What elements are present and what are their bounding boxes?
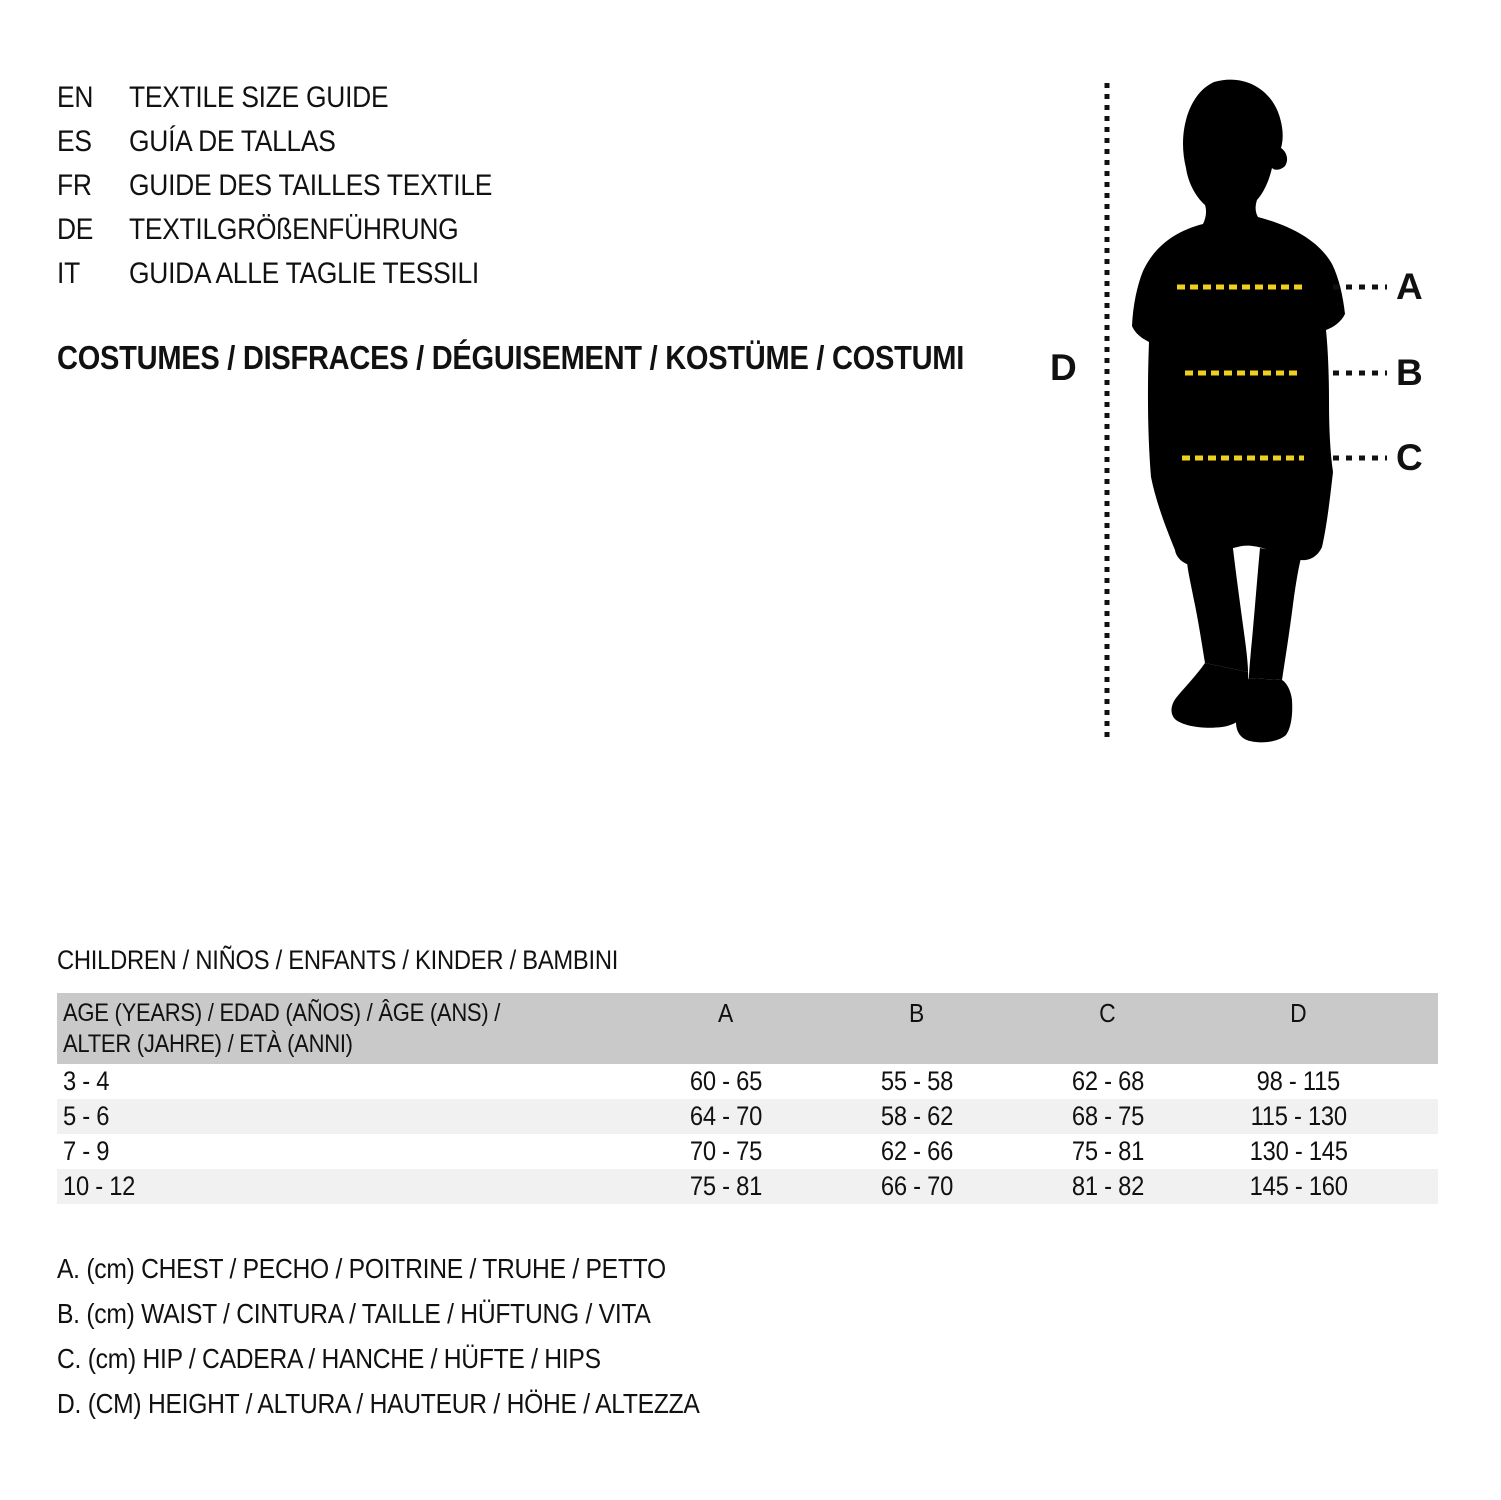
height-cell: 130 - 145 (1249, 1136, 1348, 1166)
table-section-title (57, 944, 695, 976)
language-row (57, 76, 542, 120)
label-chest-a: A (1396, 266, 1423, 307)
legend-hip: C. (cm) HIP / CADERA / HANCHE / HÜFTE / HIPS (57, 1343, 601, 1374)
age-column-header (57, 993, 630, 1064)
hip-cell: 62 - 68 (1071, 1066, 1144, 1096)
language-code: ES (57, 125, 92, 158)
age-header-line2: ALTER (JAHRE) / ETÀ (ANNI) (63, 1030, 353, 1058)
label-height-d: D (1050, 347, 1077, 388)
table-row (57, 1169, 1438, 1204)
height-cell: 145 - 160 (1249, 1171, 1348, 1201)
guide-title: GUÍA DE TALLAS (129, 125, 336, 158)
child-silhouette-icon (1040, 55, 1470, 755)
guide-title: GUIDA ALLE TAGLIE TESSILI (129, 257, 479, 290)
column-header-a: A (717, 998, 733, 1028)
table-row (57, 1134, 1438, 1169)
language-code: IT (57, 257, 80, 290)
language-code: FR (57, 169, 92, 202)
language-code: EN (57, 81, 94, 114)
age-cell: 5 - 6 (63, 1101, 110, 1131)
guide-title: GUIDE DES TAILLES TEXTILE (129, 169, 493, 202)
table-row (57, 1099, 1438, 1134)
category-line-text: COSTUMES / DISFRACES / DÉGUISEMENT / KOSTÜME / COSTUMI (57, 339, 965, 376)
legend-waist: B. (cm) WAIST / CINTURA / TAILLE / HÜFTUNG / VITA (57, 1298, 651, 1329)
waist-cell: 62 - 66 (880, 1136, 953, 1166)
language-row (57, 120, 542, 164)
legend-height: D. (CM) HEIGHT / ALTURA / HAUTEUR / HÖHE / ALTEZZA (57, 1388, 700, 1419)
table-header-row (57, 993, 1438, 1064)
language-code: DE (57, 213, 94, 246)
chest-cell: 75 - 81 (689, 1171, 762, 1201)
label-hip-c: C (1396, 437, 1423, 478)
hip-cell: 68 - 75 (1071, 1101, 1144, 1131)
age-cell: 10 - 12 (63, 1171, 136, 1201)
guide-title: TEXTILGRÖßENFÜHRUNG (129, 213, 459, 246)
height-cell: 98 - 115 (1256, 1066, 1341, 1096)
waist-cell: 66 - 70 (880, 1171, 953, 1201)
table-section-title-text: CHILDREN / NIÑOS / ENFANTS / KINDER / BAMBINI (57, 945, 619, 975)
height-cell: 115 - 130 (1250, 1101, 1347, 1131)
children-size-table (57, 993, 1438, 1204)
column-header-b: B (908, 998, 924, 1028)
age-cell: 7 - 9 (63, 1136, 110, 1166)
child-silhouette (1132, 80, 1345, 743)
age-header-line1: AGE (YEARS) / EDAD (AÑOS) / ÂGE (ANS) / (63, 999, 501, 1027)
table-row (57, 1064, 1438, 1099)
language-row (57, 252, 542, 296)
guide-title: TEXTILE SIZE GUIDE (129, 81, 389, 114)
chest-cell: 64 - 70 (689, 1101, 762, 1131)
hip-cell: 81 - 82 (1071, 1171, 1144, 1201)
language-row (57, 164, 542, 208)
waist-cell: 55 - 58 (880, 1066, 953, 1096)
column-header-c: C (1099, 998, 1116, 1028)
language-row (57, 208, 542, 252)
hip-cell: 75 - 81 (1071, 1136, 1144, 1166)
chest-cell: 70 - 75 (689, 1136, 762, 1166)
language-title-list (57, 76, 542, 296)
waist-cell: 58 - 62 (880, 1101, 953, 1131)
measurement-legend (57, 1246, 787, 1426)
header-spacer (1394, 993, 1438, 1064)
chest-cell: 60 - 65 (689, 1066, 762, 1096)
legend-chest: A. (cm) CHEST / PECHO / POITRINE / TRUHE / PETTO (57, 1253, 666, 1284)
category-line (57, 336, 1088, 380)
measurement-figure (1040, 55, 1470, 755)
column-header-d: D (1290, 998, 1307, 1028)
age-cell: 3 - 4 (63, 1066, 110, 1096)
label-waist-b: B (1396, 352, 1423, 393)
